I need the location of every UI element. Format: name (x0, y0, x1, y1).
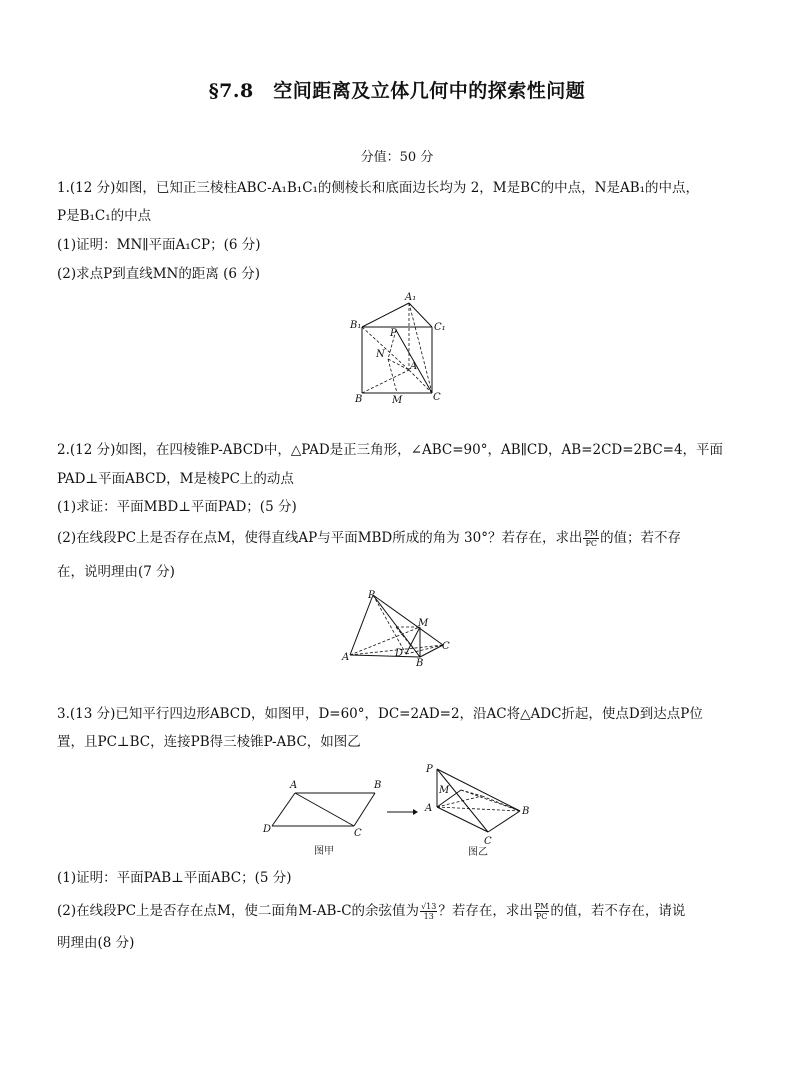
q3-part2-mid: ？若存在，求出 (438, 903, 533, 919)
q3-pm-fraction (534, 902, 550, 921)
q2-frac-den: PC (585, 539, 598, 548)
q1-part1: (1)证明：MN∥平面A₁CP；(6 分) (57, 237, 261, 253)
q3-cos-num: √13 (421, 902, 437, 911)
q2-pyramid-figure (338, 586, 458, 668)
q2-part2-line2: 在，说明理由(7 分) (57, 564, 175, 580)
q2-label-C: C (442, 641, 450, 652)
q3-left-label-A: A (290, 780, 298, 791)
q2-text-line1: 2.(12 分)如图，在四棱锥P-ABCD中，△PAD是正三角形，∠ABC=90°，AB∥CD，AB=2CD=2BC=4，平面 (57, 442, 724, 458)
q2-frac-num: PM (584, 529, 599, 538)
q2-label-M: M (418, 618, 429, 629)
q3-left-label-D: D (263, 824, 272, 835)
q3-part2-line2: 明理由(8 分) (57, 935, 135, 951)
q3-right-caption: 图乙 (468, 847, 488, 858)
q2-label-D: D (395, 648, 404, 659)
arrow-icon (385, 806, 419, 818)
q3-left-label-C: C (354, 828, 362, 839)
q3-left-caption: 图甲 (314, 846, 334, 857)
q3-cos-fraction (420, 902, 437, 921)
q1-prism-figure (345, 290, 455, 410)
q2-label-B: B (416, 658, 424, 668)
q2-label-A: A (342, 652, 350, 663)
q3-right-label-A: A (425, 803, 433, 814)
q3-folded-figure (420, 760, 535, 860)
q1-label-B1: B₁ (350, 320, 362, 331)
q1-text-line1: 1.(12 分)如图，已知正三棱柱ABC-A₁B₁C₁的侧棱长和底面边长均为 2，M是BC的中点，N是AB₁的中点， (57, 180, 700, 196)
q3-text-line2: 置，且PC⊥BC，连接PB得三棱锥P-ABC，如图乙 (57, 734, 361, 750)
q2-label-P: P (368, 590, 375, 601)
q3-right-label-P: P (426, 764, 433, 775)
q3-part2-pre: (2)在线段PC上是否存在点M，使二面角M-AB-C的余弦值为 (57, 903, 420, 919)
q3-part2 (57, 902, 685, 921)
q1-label-P: P (390, 328, 397, 339)
score-line: 分值：50 分 (360, 150, 434, 165)
q2-part1: (1)求证：平面MBD⊥平面PAD；(5 分) (57, 499, 297, 515)
q3-text-line1: 3.(13 分)已知平行四边形ABCD，如图甲，D=60°，DC=2AD=2，沿AC将△ADC折起，使点D到达点P位 (57, 706, 703, 722)
q2-fraction (583, 529, 599, 548)
q2-part2-pre: (2)在线段PC上是否存在点M，使得直线AP与平面MBD所成的角为 30°？若存在，求出 (57, 530, 583, 546)
q1-label-B: B (355, 394, 363, 405)
q3-cos-den: 13 (423, 912, 434, 921)
q3-right-label-C: C (484, 836, 492, 847)
q2-part2-post: 的值；若不存 (600, 530, 682, 546)
q1-label-C1: C₁ (434, 322, 446, 333)
q3-left-label-B: B (374, 780, 382, 791)
q3-part1: (1)证明：平面PAB⊥平面ABC；(5 分) (57, 870, 292, 886)
q1-label-A: A (410, 361, 418, 372)
q1-label-A1: A₁ (405, 292, 417, 303)
q1-text-line2: P是B₁C₁的中点 (57, 208, 152, 224)
q2-part2 (57, 529, 681, 548)
q3-frac-den: PC (535, 912, 548, 921)
page-title: §7.8 空间距离及立体几何中的探索性问题 (208, 80, 586, 102)
q1-label-M: M (392, 395, 403, 406)
q1-label-N: N (376, 349, 385, 360)
q3-frac-num: PM (534, 902, 549, 911)
q3-part2-post: 的值，若不存在，请说 (550, 903, 686, 919)
q3-right-label-M: M (439, 785, 450, 796)
q3-right-label-B: B (522, 806, 530, 817)
q1-label-C: C (433, 392, 441, 403)
q1-part2: (2)求点P到直线MN的距离 (6 分) (57, 266, 261, 282)
q2-text-line2: PAD⊥平面ABCD，M是棱PC上的动点 (57, 471, 294, 487)
q3-parallelogram-figure (258, 774, 388, 858)
